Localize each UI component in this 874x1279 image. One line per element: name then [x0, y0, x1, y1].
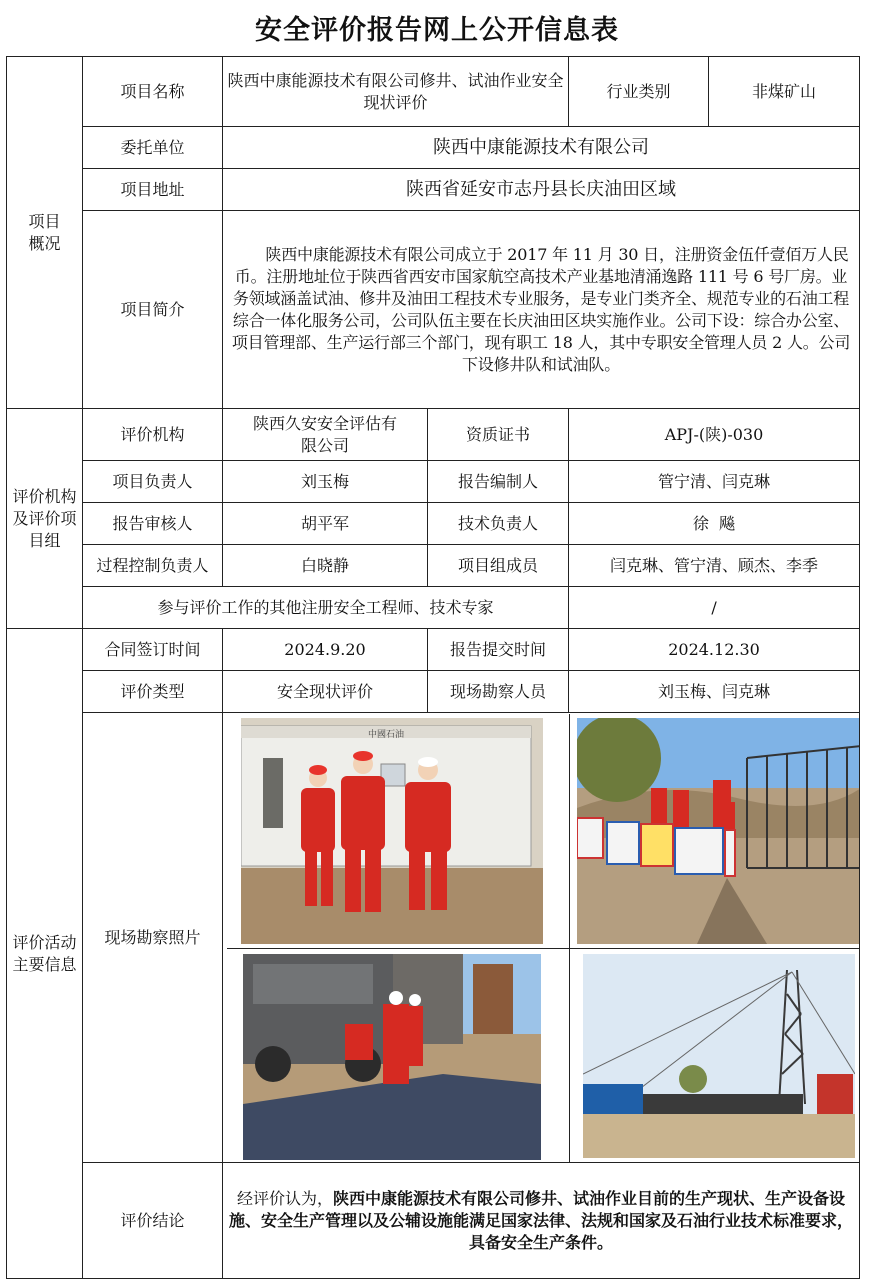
- type-label: 评价类型: [83, 671, 223, 713]
- members-value: 闫克琳、管宁清、顾杰、李季: [569, 545, 860, 587]
- reviewer-label: 报告审核人: [83, 503, 223, 545]
- team-group-label: 评价机构 及评价项 目组: [7, 409, 83, 629]
- project-name-label: 项目名称: [83, 57, 223, 127]
- overview-group-label: 项目 概况: [7, 57, 83, 409]
- process-label: 过程控制负责人: [83, 545, 223, 587]
- client-value: 陕西中康能源技术有限公司: [223, 127, 860, 169]
- conclusion-bold: 陕西中康能源技术有限公司修井、试油作业目前的生产现状、生产设备设施、安全生产管理以及公辅设施能满足国家法律、法规和国家及石油行业技术标准要求，具备安全生产条件。: [229, 1188, 854, 1252]
- info-table: [6, 56, 860, 1279]
- type-value: 安全现状评价: [223, 671, 428, 713]
- submit-value: 2024.12.30: [569, 629, 860, 671]
- writer-label: 报告编制人: [428, 461, 569, 503]
- photo-grid: [227, 714, 860, 1162]
- members-label: 项目组成员: [428, 545, 569, 587]
- writer-value: 管宁清、闫克琳: [569, 461, 860, 503]
- industry-value: 非煤矿山: [709, 57, 860, 127]
- org-value: 陕西久安安全评估有限公司: [223, 409, 428, 461]
- surveyors-value: 刘玉梅、闫克琳: [569, 671, 860, 713]
- intro-label: 项目简介: [83, 211, 223, 409]
- photo-drilling-rig: [583, 954, 855, 1158]
- contract-value: 2024.9.20: [223, 629, 428, 671]
- conclusion-text: [223, 1163, 860, 1279]
- photos-label: 现场勘察照片: [83, 713, 223, 1163]
- tech-value: 徐 飚: [569, 503, 860, 545]
- process-value: 白晓静: [223, 545, 428, 587]
- project-name: 陕西中康能源技术有限公司修井、试油作业安全现状评价: [223, 57, 569, 127]
- reviewer-value: 胡平军: [223, 503, 428, 545]
- others-value: /: [569, 587, 860, 629]
- org-label: 评价机构: [83, 409, 223, 461]
- tech-label: 技术负责人: [428, 503, 569, 545]
- submit-label: 报告提交时间: [428, 629, 569, 671]
- others-label: 参与评价工作的其他注册安全工程师、技术专家: [83, 587, 569, 629]
- address-label: 项目地址: [83, 169, 223, 211]
- photo-workers-at-wellhead: [243, 954, 541, 1160]
- photos-cell: [223, 713, 860, 1163]
- photo-team-at-container: [241, 718, 543, 944]
- container-sign: 中國石油: [367, 729, 405, 740]
- leader-value: 刘玉梅: [223, 461, 428, 503]
- industry-label: 行业类别: [569, 57, 709, 127]
- conclusion-prefix: 经评价认为，: [236, 1188, 333, 1208]
- surveyors-label: 现场勘察人员: [428, 671, 569, 713]
- cert-label: 资质证书: [428, 409, 569, 461]
- page-title: 安全评价报告网上公开信息表: [255, 15, 619, 46]
- contract-label: 合同签订时间: [83, 629, 223, 671]
- address-value: 陕西省延安市志丹县长庆油田区域: [223, 169, 860, 211]
- client-label: 委托单位: [83, 127, 223, 169]
- leader-label: 项目负责人: [83, 461, 223, 503]
- cert-value: APJ-(陕)-030: [569, 409, 860, 461]
- photo-safety-signboards: [577, 718, 860, 944]
- activity-group-label: 评价活动 主要信息: [7, 629, 83, 1279]
- conclusion-label: 评价结论: [83, 1163, 223, 1279]
- intro-text: 陕西中康能源技术有限公司成立于 2017 年 11 月 30 日，注册资金伍仟壹佰万人民币。注册地址位于陕西省西安市国家航空高技术产业基地清涌逸路 111 号 6 号厂房。业务领域涵盖试油、修井及油田工程技术专业服务，是专业门类齐全、规范专业的石油工程综合一体化服务公司，公司队伍主要在长庆油田区块实施作业。公司下设：综合办公室、项目管理部、生产运行部三个部门，现有职工 18 人，其中专职安全管理人员 2 人。公司下设修井队和试油队。: [223, 211, 860, 409]
